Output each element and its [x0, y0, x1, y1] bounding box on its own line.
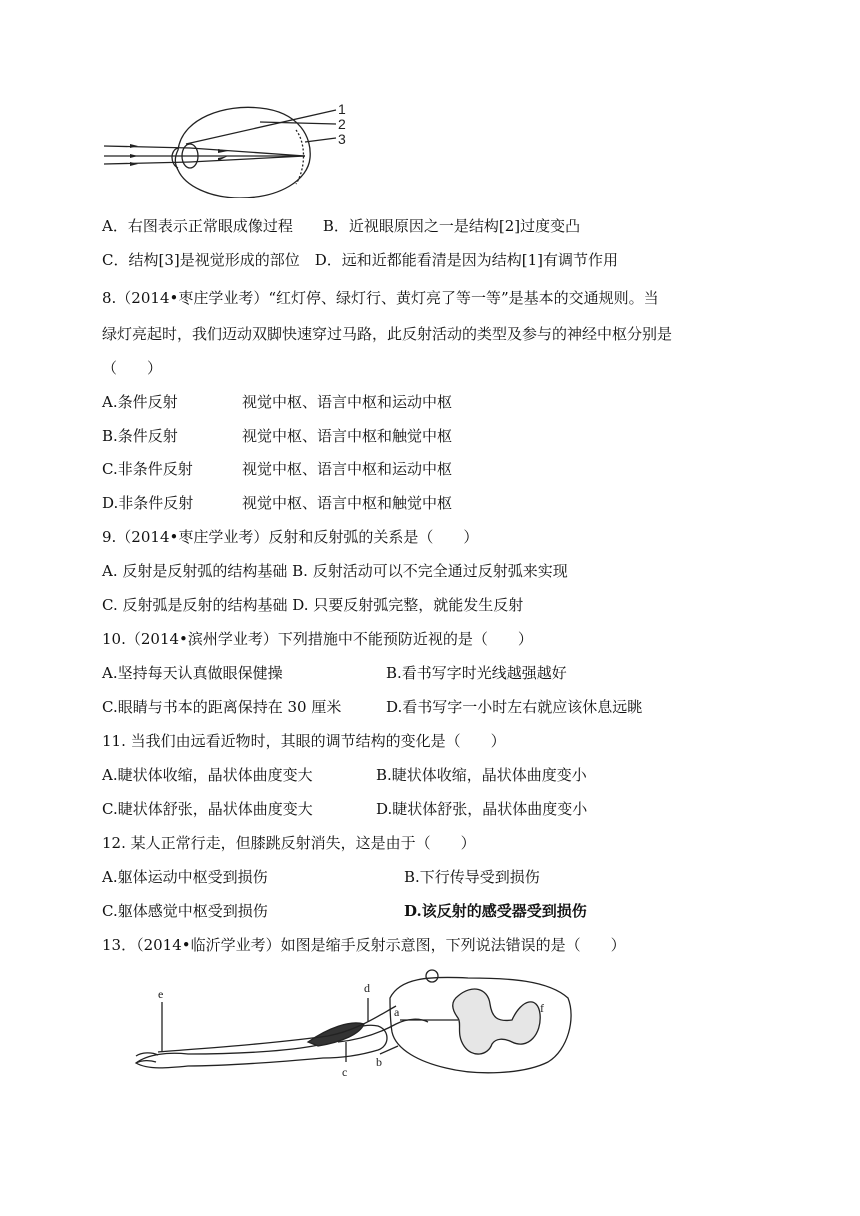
q10-option-a: A.坚持每天认真做眼保健操: [102, 664, 283, 682]
q8-option-d: [102, 493, 452, 513]
reflex-label-f: f: [540, 1001, 544, 1015]
q12-options-row1: [102, 867, 540, 887]
q9-option-b: B. 反射活动可以不完全通过反射弧来实现: [292, 562, 568, 580]
q11-option-d: D.睫状体舒张，晶状体曲度变小: [376, 800, 588, 818]
q11-option-a: A.睫状体收缩，晶状体曲度变大: [102, 766, 313, 784]
q9-options-row2: [102, 595, 523, 615]
q8-option-c-centers: 视觉中枢、语言中枢和运动中枢: [242, 460, 453, 478]
q9-option-c: C. 反射弧是反射的结构基础: [102, 596, 288, 614]
eye-label-3: 3: [338, 131, 346, 147]
q11-options-row1: [102, 765, 587, 785]
eye-diagram: [100, 98, 360, 198]
q12-option-a: A.躯体运动中枢受到损伤: [102, 868, 268, 886]
q12-option-b: B.下行传导受到损伤: [404, 868, 540, 886]
q12-stem: 12. 某人正常行走，但膝跳反射消失，这是由于（ ）: [102, 834, 476, 852]
q8-option-d-centers: 视觉中枢、语言中枢和触觉中枢: [242, 494, 453, 512]
q7-option-d: D．远和近都能看清是因为结构[1]有调节作用: [314, 251, 619, 269]
q11-stem: 11. 当我们由远看近物时，其眼的调节结构的变化是（ ）: [102, 732, 506, 750]
reflex-label-b: b: [376, 1055, 382, 1069]
q11-options-row2: [102, 799, 587, 819]
q8-option-c-type: C.非条件反射: [102, 460, 193, 478]
q11-option-b: B.睫状体收缩，晶状体曲度变小: [376, 766, 587, 784]
q8-option-a-centers: 视觉中枢、语言中枢和运动中枢: [242, 393, 453, 411]
q7-options-row1: [102, 216, 580, 236]
q11-option-c: C.睫状体舒张，晶状体曲度变大: [102, 800, 313, 818]
q8-option-a: [102, 392, 452, 412]
q10-stem: 10.（2014•滨州学业考）下列措施中不能预防近视的是（ ）: [102, 630, 533, 648]
q9-stem: 9.（2014•枣庄学业考）反射和反射弧的关系是（ ）: [102, 528, 479, 546]
q8-option-a-type: A.条件反射: [102, 393, 178, 411]
q10-option-c: C.眼睛与书本的距离保持在 30 厘米: [102, 698, 342, 716]
q12-options-row2: [102, 901, 587, 921]
reflex-label-c: c: [342, 1065, 348, 1079]
reflex-label-a: a: [394, 1005, 400, 1019]
eye-label-1: 1: [338, 101, 346, 117]
q7-option-c: C．结构[3]是视觉形成的部位: [102, 251, 300, 269]
eye-label-2: 2: [338, 116, 346, 132]
q9-option-a: A. 反射是反射弧的结构基础: [102, 562, 288, 580]
q8-option-d-type: D.非条件反射: [102, 494, 194, 512]
q9-option-d: D. 只要反射弧完整，就能发生反射: [292, 596, 524, 614]
q8-option-b-centers: 视觉中枢、语言中枢和触觉中枢: [242, 427, 453, 445]
q10-options-row2: [102, 697, 642, 717]
reflex-label-e: e: [158, 987, 164, 1001]
reflex-arc-diagram: [128, 958, 578, 1083]
q7-option-a: A．右图表示正常眼成像过程: [102, 217, 293, 235]
q8-stem-line3: （ ）: [102, 359, 163, 377]
q7-options-row2: [102, 250, 618, 270]
q12-option-d: D.该反射的感受器受到损伤: [404, 902, 587, 920]
q8-option-c: [102, 459, 452, 479]
q8-stem-line2: 绿灯亮起时，我们迈动双脚快速穿过马路，此反射活动的类型及参与的神经中枢分别是: [102, 325, 673, 343]
q8-stem-line1: 8.（2014•枣庄学业考）“红灯停、绿灯行、黄灯亮了等一等”是基本的交通规则。当: [102, 289, 659, 307]
q10-option-b: B.看书写字时光线越强越好: [386, 664, 567, 682]
q8-option-b: [102, 426, 452, 446]
q10-option-d: D.看书写字一小时左右就应该休息远眺: [386, 698, 643, 716]
q9-options-row1: [102, 561, 568, 581]
q12-option-c: C.躯体感觉中枢受到损伤: [102, 902, 268, 920]
reflex-label-d: d: [364, 981, 370, 995]
q13-stem: 13．（2014•临沂学业考）如图是缩手反射示意图，下列说法错误的是（ ）: [102, 936, 626, 954]
q8-option-b-type: B.条件反射: [102, 427, 178, 445]
q10-options-row1: [102, 663, 567, 683]
q7-option-b: B．近视眼原因之一是结构[2]过度变凸: [322, 217, 581, 235]
